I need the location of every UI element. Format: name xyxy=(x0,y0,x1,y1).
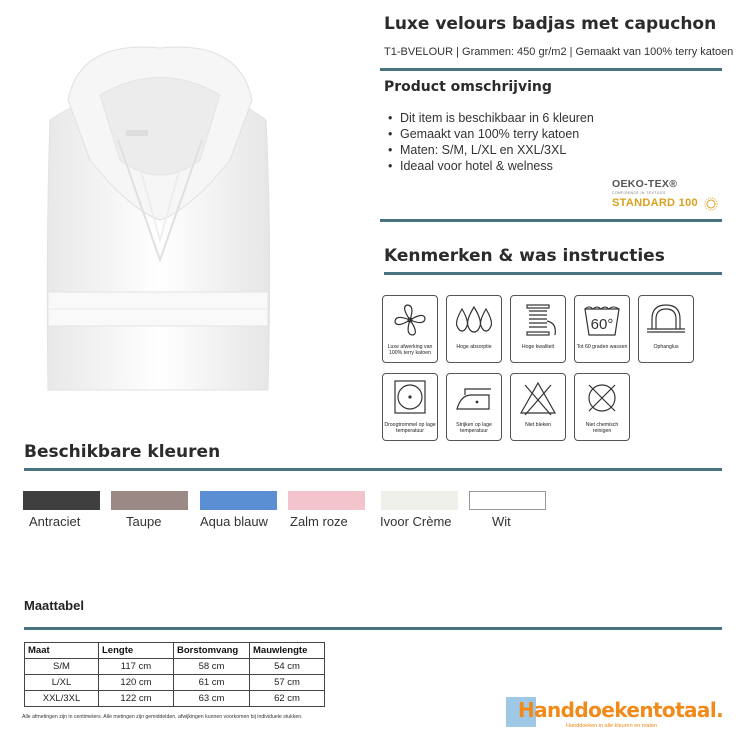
no-dry-clean-icon xyxy=(579,377,625,419)
column-header: Mauwlengte xyxy=(250,643,325,659)
color-swatch-aqua-blauw xyxy=(200,491,277,510)
oeko-tex-tagline: CONFIDENCE IN TEXTILES xyxy=(612,191,666,195)
divider-sizes xyxy=(24,627,722,630)
care-label: Niet bleken xyxy=(525,422,551,428)
care-item-wash-60 xyxy=(574,295,630,363)
size-table xyxy=(24,642,325,707)
water-drops-icon xyxy=(451,299,497,341)
care-label: Hoge kwaliteit xyxy=(521,344,555,350)
product-title: Luxe velours badjas met capuchon xyxy=(384,14,717,34)
color-swatch-wit xyxy=(469,491,546,510)
color-label: Antraciet xyxy=(29,514,81,529)
brand-name: Handdoekentotaal. xyxy=(518,698,724,722)
care-label: Luxe afwerking van 100% terry katoen xyxy=(387,344,433,356)
color-swatch-antraciet xyxy=(23,491,100,510)
color-label: Ivoor Crème xyxy=(380,514,452,529)
table-row xyxy=(25,675,325,691)
list-item: • Maten: S/M, L/XL en XXL/3XL xyxy=(388,142,594,158)
column-header: Maat xyxy=(25,643,99,659)
care-heading: Kenmerken & was instructies xyxy=(384,246,665,266)
bathrobe-image xyxy=(40,40,280,400)
list-item: • Dit item is beschikbaar in 6 kleuren xyxy=(388,110,594,126)
oeko-tex-standard: STANDARD 100 xyxy=(612,197,698,209)
size-footnote: Alle afmetingen zijn in centimeters. Alle metingen zijn gemiddelden, afwijkingen kunnen voorkomen bij individuele stukken. xyxy=(22,714,303,720)
table-cell: 120 cm xyxy=(99,675,174,691)
color-swatch-zalm-roze xyxy=(288,491,365,510)
table-row xyxy=(25,659,325,675)
care-label: Droogtrommel op lage temperatuur xyxy=(384,422,436,434)
table-cell: 58 cm xyxy=(174,659,250,675)
list-item: • Ideaal voor hotel & welness xyxy=(388,158,594,174)
oeko-tex-badge xyxy=(612,178,724,214)
table-cell: S/M xyxy=(25,659,99,675)
color-label: Aqua blauw xyxy=(200,514,268,529)
oeko-tex-name: OEKO-TEX® xyxy=(612,178,678,190)
table-cell: 62 cm xyxy=(250,691,325,707)
care-label: Ophanglus xyxy=(653,344,679,350)
divider-care xyxy=(384,272,722,275)
care-item-quality xyxy=(510,295,566,363)
column-header: Borstomvang xyxy=(174,643,250,659)
divider-top xyxy=(380,68,722,71)
care-item-absorption xyxy=(446,295,502,363)
color-label: Wit xyxy=(492,514,511,529)
care-label: Niet chemisch reinigen xyxy=(585,422,619,434)
care-label: Strijken op lage temperatuur xyxy=(456,422,492,434)
table-cell: 61 cm xyxy=(174,675,250,691)
table-cell: 117 cm xyxy=(99,659,174,675)
care-item-no-dry-clean xyxy=(574,373,630,441)
hanging-loop-icon xyxy=(643,299,689,341)
care-item-iron xyxy=(446,373,502,441)
color-swatch-taupe xyxy=(111,491,188,510)
care-label: Tot 60 graden wassen xyxy=(576,344,628,350)
care-item-no-bleach xyxy=(510,373,566,441)
brand-tagline: Handdoeken in alle kleuren en maten xyxy=(566,723,658,729)
table-row xyxy=(25,691,325,707)
care-item-hanging-loop xyxy=(638,295,694,363)
table-cell: 63 cm xyxy=(174,691,250,707)
divider-colors xyxy=(24,468,722,471)
iron-low-icon xyxy=(451,377,497,419)
color-label: Zalm roze xyxy=(290,514,348,529)
care-item-softness xyxy=(382,295,438,363)
no-bleach-icon xyxy=(515,377,561,419)
color-label: Taupe xyxy=(126,514,162,529)
description-heading: Product omschrijving xyxy=(384,79,552,95)
brand-logo[interactable] xyxy=(506,697,731,733)
care-label: Hoge absorptie xyxy=(456,344,492,350)
color-swatch-ivoor-creme xyxy=(381,491,458,510)
table-cell: XXL/3XL xyxy=(25,691,99,707)
table-cell: 54 cm xyxy=(250,659,325,675)
table-cell: 122 cm xyxy=(99,691,174,707)
colors-heading: Beschikbare kleuren xyxy=(24,442,221,462)
table-header-row xyxy=(25,643,325,659)
divider-description xyxy=(380,219,722,222)
table-cell: L/XL xyxy=(25,675,99,691)
sun-badge-icon xyxy=(704,197,718,211)
column-header: Lengte xyxy=(99,643,174,659)
list-item: • Gemaakt van 100% terry katoen xyxy=(388,126,594,142)
wash-temperature: 60° xyxy=(590,316,614,333)
tumble-dry-low-icon xyxy=(387,377,433,419)
product-subtitle: T1-BVELOUR | Grammen: 450 gr/m2 | Gemaakt van 100% terry katoen xyxy=(384,46,734,58)
care-item-tumble-dry xyxy=(382,373,438,441)
wash-60-icon xyxy=(579,299,625,341)
thread-spool-icon xyxy=(515,299,561,341)
description-list xyxy=(388,110,594,174)
fan-softness-icon xyxy=(387,299,433,341)
table-cell: 57 cm xyxy=(250,675,325,691)
size-table-heading: Maattabel xyxy=(24,598,84,613)
